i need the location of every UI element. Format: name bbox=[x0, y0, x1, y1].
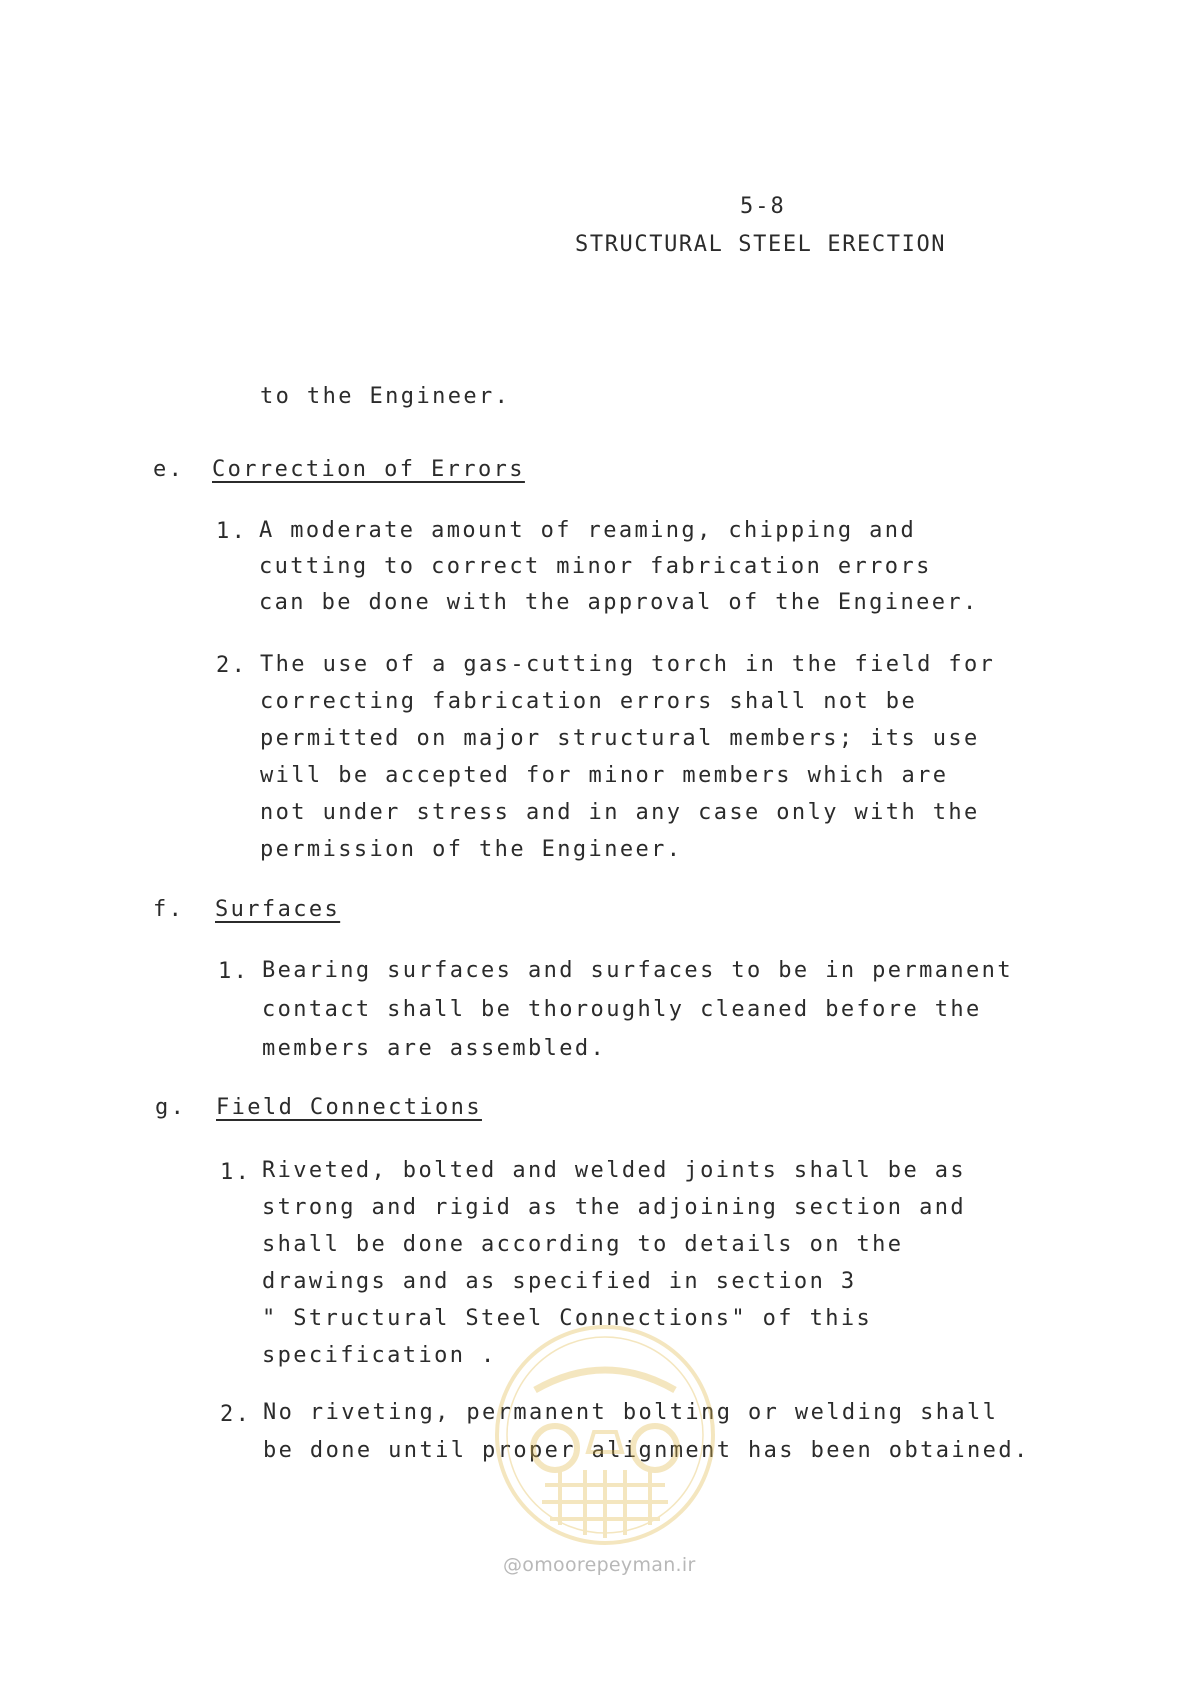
item-line: permitted on major structural members; its use bbox=[260, 726, 980, 751]
item-line: can be done with the approval of the Engineer. bbox=[259, 590, 979, 615]
section-letter-f: f. bbox=[153, 897, 185, 922]
page-title: STRUCTURAL STEEL ERECTION bbox=[575, 232, 947, 257]
item-line: contact shall be thoroughly cleaned before the bbox=[262, 997, 982, 1022]
item-line: Bearing surfaces and surfaces to be in permanent bbox=[262, 958, 1013, 983]
watermark-site: @omoorepeyman.ir bbox=[503, 1554, 696, 1576]
section-heading-field-connections: Field Connections bbox=[216, 1095, 482, 1120]
item-number: 1. bbox=[220, 1160, 252, 1185]
intro-line: to the Engineer. bbox=[260, 384, 511, 409]
section-letter-g: g. bbox=[155, 1095, 187, 1120]
item-line: not under stress and in any case only with the bbox=[260, 800, 980, 825]
item-number: 2. bbox=[216, 653, 248, 678]
item-line: cutting to correct minor fabrication errors bbox=[259, 554, 932, 579]
item-line: correcting fabrication errors shall not be bbox=[260, 689, 918, 714]
item-line: drawings and as specified in section 3 bbox=[262, 1269, 857, 1294]
item-line: will be accepted for minor members which are bbox=[260, 763, 949, 788]
item-line: " Structural Steel Connections" of this bbox=[262, 1306, 873, 1331]
item-line: members are assembled. bbox=[262, 1036, 607, 1061]
item-line: The use of a gas-cutting torch in the field for bbox=[260, 652, 996, 677]
item-line: No riveting, permanent bolting or welding shall bbox=[263, 1400, 999, 1425]
item-number: 2. bbox=[220, 1402, 252, 1427]
item-line: A moderate amount of reaming, chipping and bbox=[259, 518, 917, 543]
item-line: shall be done according to details on the bbox=[262, 1232, 904, 1257]
section-heading-correction-of-errors: Correction of Errors bbox=[212, 457, 525, 482]
item-line: Riveted, bolted and welded joints shall be as bbox=[262, 1158, 967, 1183]
section-letter-e: e. bbox=[153, 457, 185, 482]
section-heading-surfaces: Surfaces bbox=[215, 897, 341, 922]
item-line: specification . bbox=[262, 1343, 497, 1368]
item-line: strong and rigid as the adjoining section and bbox=[262, 1195, 967, 1220]
item-line: permission of the Engineer. bbox=[260, 837, 683, 862]
item-number: 1. bbox=[218, 959, 250, 984]
page-number: 5-8 bbox=[740, 194, 786, 219]
item-line: be done until proper alignment has been obtained. bbox=[263, 1438, 1030, 1463]
watermark-logo bbox=[490, 1320, 720, 1550]
item-number: 1. bbox=[216, 519, 248, 544]
